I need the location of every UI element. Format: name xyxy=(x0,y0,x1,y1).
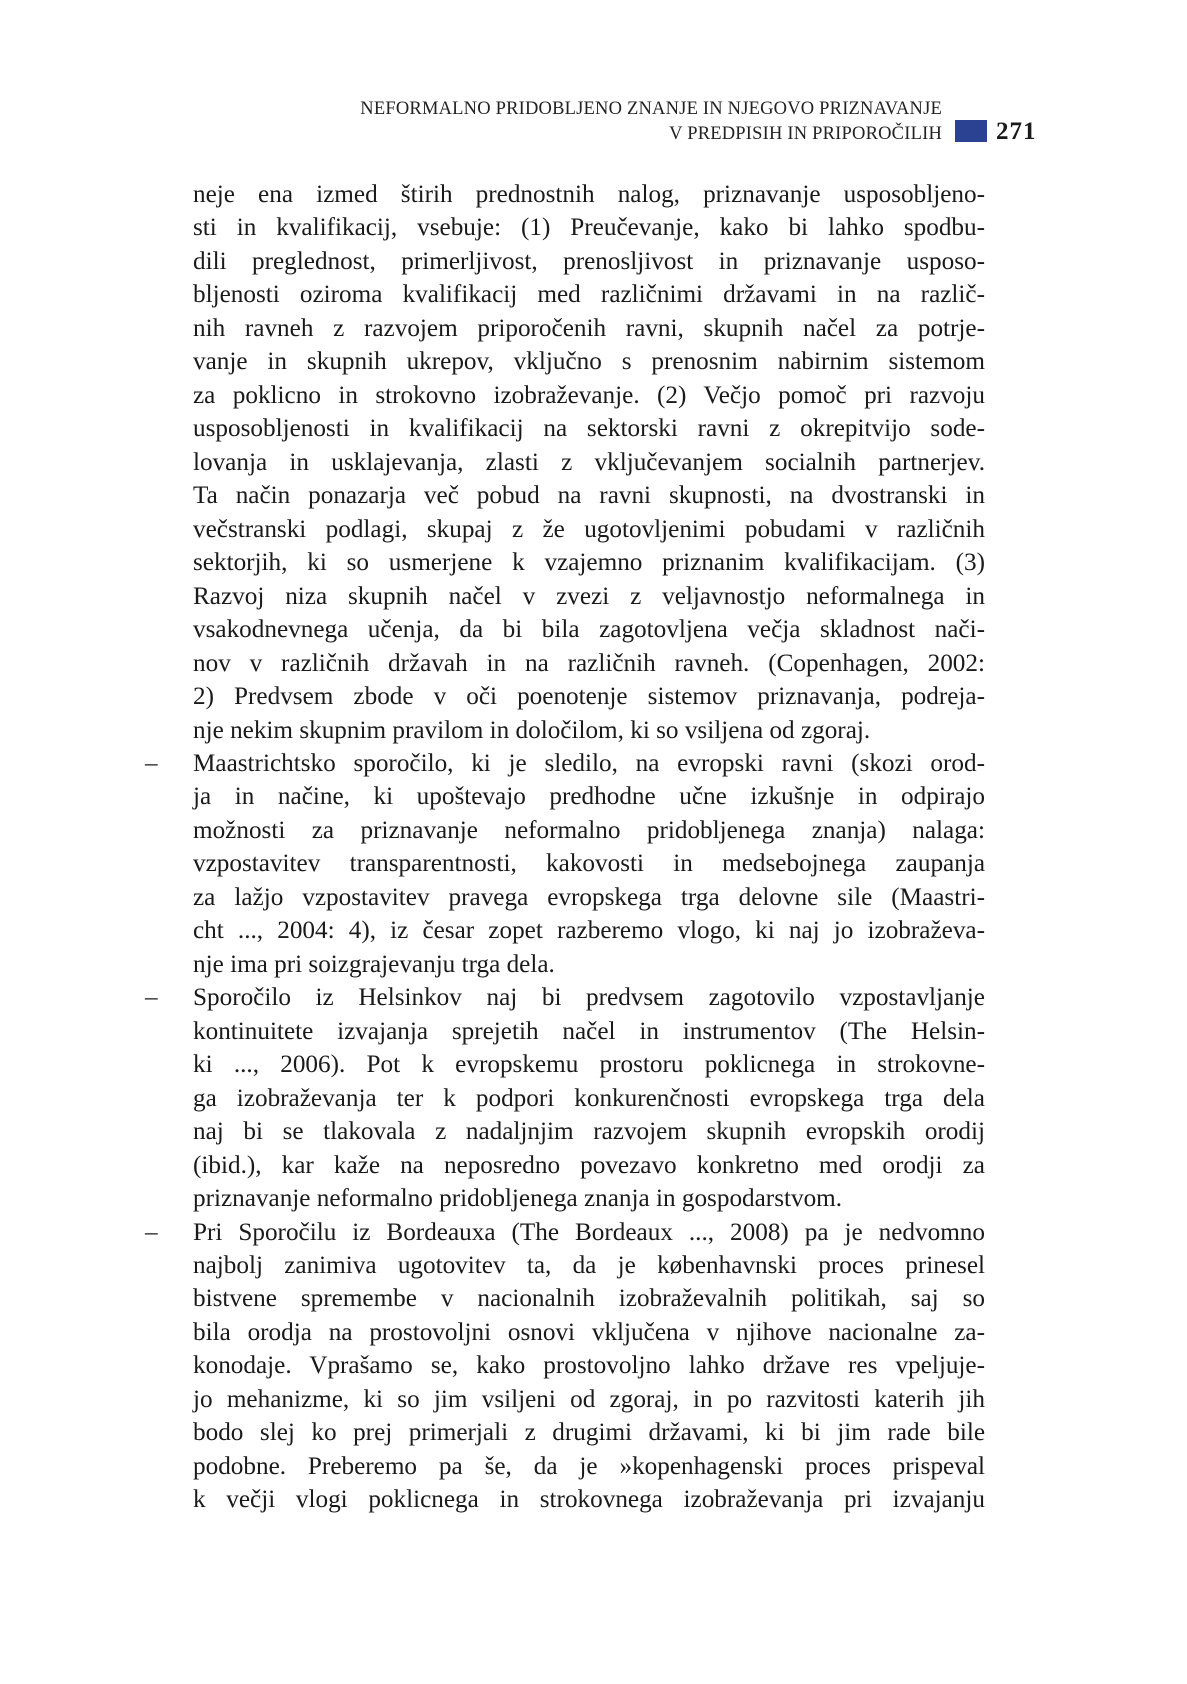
line-text: nih ravneh z razvojem priporočenih ravni, skupnih načel za potrje- xyxy=(193,314,985,342)
page-number: 271 xyxy=(996,118,1037,145)
text-line xyxy=(193,881,985,914)
text-line xyxy=(193,1082,985,1115)
line-text: konodaje. Vprašamo se, kako prostovoljno lahko države res vpeljuje- xyxy=(193,1352,985,1380)
list-dash-icon: – xyxy=(145,1218,158,1246)
text-line xyxy=(193,647,985,680)
text-line xyxy=(193,914,985,947)
section-marker-square xyxy=(955,120,987,142)
line-text: priznavanje neformalno pridobljenega znanja in gospodarstvom. xyxy=(193,1185,843,1213)
running-header xyxy=(360,97,942,147)
line-text: najbolj zanimiva ugotovitev ta, da je københavnski proces prinesel xyxy=(193,1252,985,1279)
line-text: bila orodja na prostovoljni osnovi vključena v njihove nacionalne za- xyxy=(193,1318,985,1346)
line-text: bljenosti oziroma kvalifikacij med različnimi državami in na različ- xyxy=(193,281,985,309)
text-line xyxy=(193,1416,985,1449)
text-line xyxy=(193,847,985,880)
line-text: kontinuitete izvajanja sprejetih načel in instrumentov (The Helsin- xyxy=(193,1017,985,1045)
line-text: nje nekim skupnim pravilom in določilom, ki so vsiljena od zgoraj. xyxy=(193,716,871,744)
text-line xyxy=(193,780,985,813)
line-text: za lažjo vzpostavitev pravega evropskega trga delovne sile (Maastri- xyxy=(193,883,985,911)
line-text: podobne. Preberemo pa še, da je »kopenhagenski proces prispeval xyxy=(193,1452,985,1480)
text-line xyxy=(193,580,985,613)
line-text: vzpostavitev transparentnosti, kakovosti in medsebojnega zaupanja xyxy=(193,850,985,878)
running-title-line-1: NEFORMALNO PRIDOBLJENO ZNANJE IN NJEGOVO PRIZNAVANJE xyxy=(360,99,942,119)
text-line xyxy=(193,345,985,378)
line-text: možnosti za priznavanje neformalno pridobljenega znanja) nalaga: xyxy=(193,816,985,844)
running-title-line-2: V PREDPISIH IN PRIPOROČILIH xyxy=(669,124,942,144)
line-text: 2) Predvsem zbode v oči poenotenje sistemov priznavanja, podreja- xyxy=(193,683,985,711)
line-text: bistvene spremembe v nacionalnih izobraževalnih politikah, saj so xyxy=(193,1285,985,1313)
text-line xyxy=(193,1483,985,1516)
line-text: Sporočilo iz Helsinkov naj bi predvsem zagotovilo vzpostavljanje xyxy=(193,984,985,1012)
line-text: neje ena izmed štirih prednostnih nalog, priznavanje usposobljeno- xyxy=(193,181,985,208)
text-line xyxy=(193,1282,985,1315)
line-text: ja in načine, ki upoštevajo predhodne učne izkušnje in odpirajo xyxy=(193,783,985,811)
body-text xyxy=(145,178,985,1517)
text-line xyxy=(193,948,985,981)
line-text: bodo slej ko prej primerjali z drugimi državami, ki bi jim rade bile xyxy=(193,1419,985,1447)
line-text: Razvoj niza skupnih načel v zvezi z veljavnostjo neformalnega in xyxy=(193,582,985,610)
line-text: nje ima pri soizgrajevanju trga dela. xyxy=(193,950,555,978)
text-line xyxy=(193,714,985,747)
line-text: Maastrichtsko sporočilo, ki je sledilo, na evropski ravni (skozi orod- xyxy=(193,749,985,777)
text-line xyxy=(193,1182,985,1215)
line-text: večstranski podlagi, skupaj z že ugotovljenimi pobudami v različnih xyxy=(193,515,985,543)
line-text: cht ..., 2004: 4), iz česar zopet razberemo vlogo, ki naj jo izobraževa- xyxy=(193,917,985,945)
line-text: vanje in skupnih ukrepov, vključno s prenosnim nabirnim sistemom xyxy=(193,348,985,376)
line-text: vsakodnevnega učenja, da bi bila zagotovljena večja skladnost nači- xyxy=(193,616,985,644)
text-line xyxy=(193,1349,985,1382)
list-item-line xyxy=(145,1216,985,1249)
list-dash-icon: – xyxy=(145,749,158,777)
text-line xyxy=(193,1115,985,1148)
text-line xyxy=(193,479,985,512)
list-item-line xyxy=(145,747,985,780)
text-line xyxy=(193,245,985,278)
text-line xyxy=(193,513,985,546)
line-text: k večji vlogi poklicnega in strokovnega izobraževanja pri izvajanju xyxy=(193,1486,985,1514)
line-text: za poklicno in strokovno izobraževanje. (2) Večjo pomoč pri razvoju xyxy=(193,381,985,409)
text-line xyxy=(193,412,985,445)
line-text: Pri Sporočilu iz Bordeauxa (The Bordeaux ..., 2008) pa je nedvomno xyxy=(193,1218,985,1246)
text-line xyxy=(193,613,985,646)
text-line xyxy=(193,814,985,847)
text-line xyxy=(193,1383,985,1416)
line-text: nov v različnih državah in na različnih ravneh. (Copenhagen, 2002: xyxy=(193,649,985,677)
list-item-line xyxy=(145,981,985,1014)
line-text: ga izobraževanja ter k podpori konkurenčnosti evropskega trga dela xyxy=(193,1084,985,1112)
text-line xyxy=(193,1149,985,1182)
line-text: sti in kvalifikacij, vsebuje: (1) Preučevanje, kako bi lahko spodbu- xyxy=(193,214,985,242)
text-line xyxy=(193,278,985,311)
text-line xyxy=(193,1316,985,1349)
text-line xyxy=(193,312,985,345)
text-line xyxy=(193,211,985,244)
line-text: (ibid.), kar kaže na neposredno povezavo konkretno med orodji za xyxy=(193,1151,985,1179)
line-text: jo mehanizme, ki so jim vsiljeni od zgoraj, in po razvitosti katerih jih xyxy=(193,1385,985,1413)
text-line xyxy=(193,1450,985,1483)
line-text: ki ..., 2006). Pot k evropskemu prostoru poklicnega in strokovne- xyxy=(193,1051,985,1079)
line-text: sektorjih, ki so usmerjene k vzajemno priznanim kvalifikacijam. (3) xyxy=(193,549,985,577)
line-text: dili preglednost, primerljivost, prenosljivost in priznavanje usposo- xyxy=(193,247,985,275)
line-text: lovanja in usklajevanja, zlasti z vključevanjem socialnih partnerjev. xyxy=(193,448,985,476)
text-line xyxy=(193,1249,985,1282)
text-line xyxy=(193,379,985,412)
list-dash-icon: – xyxy=(145,984,158,1012)
text-line xyxy=(193,680,985,713)
line-text: Ta način ponazarja več pobud na ravni skupnosti, na dvostranski in xyxy=(193,482,985,510)
text-line xyxy=(193,446,985,479)
text-line xyxy=(193,546,985,579)
line-text: usposobljenosti in kvalifikacij na sektorski ravni z okrepitvijo sode- xyxy=(193,415,985,443)
line-text: naj bi se tlakovala z nadaljnjim razvojem skupnih evropskih orodij xyxy=(193,1118,985,1146)
text-line xyxy=(193,1015,985,1048)
text-line xyxy=(193,178,985,211)
text-line xyxy=(193,1048,985,1081)
